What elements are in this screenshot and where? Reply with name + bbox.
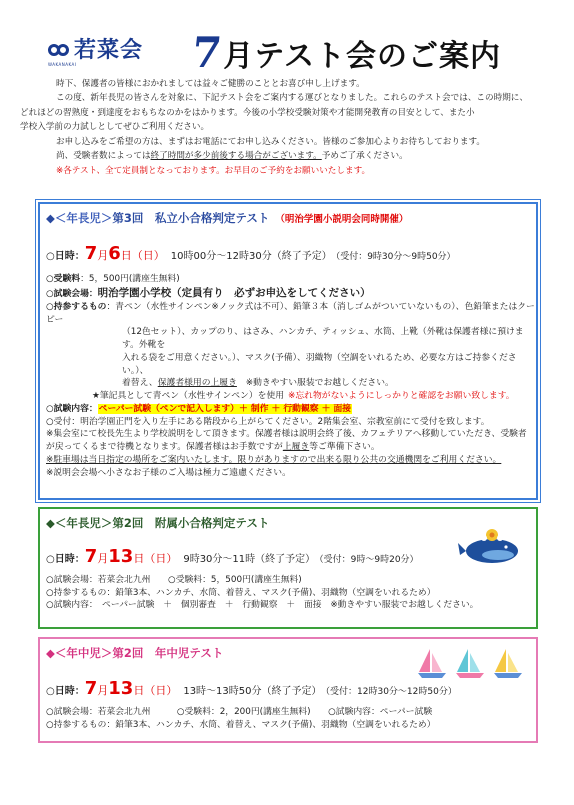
page-title xyxy=(189,28,502,77)
section-national-school-test xyxy=(38,507,538,629)
content-row: ○試験内容：ペーパー試験（ペンで記入します）＋ 制作 ＋ 行動観察 ＋ 面接 xyxy=(46,403,352,414)
diamond-icon: ◆ xyxy=(46,646,55,660)
intro-p2: この度、新年長児の皆さんを対象に、下記テスト会をご案内する運びとなりました。これらのテスト会では、この時期に、 xyxy=(56,93,528,104)
sailboats-illustration-icon xyxy=(408,647,528,679)
logo-sub: WAKANAKAI xyxy=(48,62,77,67)
intro-p5: ※各テスト、全て定員制となっております。お早目のご予約をお願いいたします。 xyxy=(56,165,371,176)
logo-rings-icon xyxy=(48,40,77,67)
intro-p3: お申し込みをご希望の方は、まずはお電話にてお申し込みください。皆様のご参加心よりお待ちしております。 xyxy=(56,136,486,147)
intro-p2c: 学校入学前の力試しとしてぜひご利用ください。 xyxy=(20,122,210,133)
intro-p4: 尚、受験者数によっては終了時間が多少前後する場合がございます。予めご了承ください。 xyxy=(56,151,408,162)
intro-p2b: どれほどの習熟度・到達度をおもちなのかをはかります。今後の小学校受験対策や才能開発教育の目安として、また小 xyxy=(20,107,475,118)
pen-note-row: ★筆記具として青ペン（水性サインペン）を使用 ※忘れ物がないようにしっかりと確認をお願い致します。 xyxy=(92,391,515,402)
section-junior-test xyxy=(38,637,538,743)
content-row: ○試験内容： ペーパー試験 ＋ 個別審査 ＋ 行動観察 ＋ 面接 ※動きやすい服装でお越しください。 xyxy=(46,600,479,611)
section-private-school-test xyxy=(38,202,538,500)
diamond-icon: ◆ xyxy=(46,211,55,225)
header xyxy=(0,0,574,77)
parking-row: ※駐車場は当日指定の場所をご案内いたします。限りがありますので出来る限り公共の交通機関をご利用ください。 xyxy=(46,454,502,465)
title-note: （明治学園小説明会同時開催） xyxy=(275,214,409,225)
grade-label: ＜年長児＞ xyxy=(54,516,113,530)
bring-row: ○持参するもの：青ペン（水性サインペン※ノック式は不可）、鉛筆３本（消しゴムがついていないもの）、色鉛筆またはクーピー （12色セット）、カップのり、はさみ、ハンカチ、ティッシュ、水筒、上靴（外靴は保護者様に預けます。外靴を 入れる袋をご用意ください。）、マスク(予備）、羽織物（空調をいれるため、必要な方はご持参ください。）、 着替え、保護者様用の上履き ※動きやすい服装でお越しください。 xyxy=(46,301,535,389)
test-name: 第2回 附属小合格判定テスト xyxy=(112,516,270,530)
grade-label: ＜年中児＞ xyxy=(54,646,113,660)
date-line: ○日時：7月13日（日） 9時30分～11時（終了予定） （受付：9時～9時20分） xyxy=(46,545,419,567)
diamond-icon: ◆ xyxy=(46,516,55,530)
intro xyxy=(20,78,542,179)
reception-row: ○受付：明治学園正門を入り左手にある階段から上がらてください。2階集会室、宗教室前にて受付を致します。 xyxy=(46,416,490,427)
date-line: ○日時：7月13日（日） 13時～13時50分（終了予定） （受付：12時30分～12時50分） xyxy=(46,677,457,699)
test-name: 第3回 私立小合格判定テスト xyxy=(112,211,270,225)
bring-row: ○持参するもの：鉛筆3本、ハンカチ、水筒、着替え、マスク(予備)、羽織物（空調をいれるため） xyxy=(46,587,436,598)
title-month: 7 xyxy=(189,28,224,77)
venue-row: ○試験会場：若菜会北九州 ○受験料：5，500円(講座生無料) xyxy=(46,574,302,585)
children-row: ※説明会会場へ小さなお子様のご入場は極力ご遠慮ください。 xyxy=(46,467,291,478)
fee-row: ○受験料：5，500円(講座生無料) xyxy=(46,273,180,284)
date-line: ○日時：7月6日（日） 10時00分～12時30分（終了予定） （受付：9時30分～9時50分） xyxy=(46,242,456,264)
gather-row: ※集会室にて校長先生より学校説明をして頂きます。保護者様は説明会終了後、カフェテリアへ移動していただき、受験者 が戻ってくるまで待機となります。保護者様はお手数ですが上履き等ご準備下さい。 xyxy=(46,429,527,453)
venue-row: ○試験会場：若菜会北九州 ○受験料：2，200円(講座生無料) ○試験内容：ペーパー試験 xyxy=(46,706,433,717)
grade-label: ＜年長児＞ xyxy=(54,211,113,225)
section-title xyxy=(46,210,536,227)
bring-row: ○持参するもの：鉛筆3本、ハンカチ、水筒、着替え、マスク(予備)、羽織物（空調をいれるため） xyxy=(46,719,436,730)
logo xyxy=(48,38,144,67)
venue-row: ○試験会場：明治学園小学校（定員有り 必ずお申込をしてください） xyxy=(46,286,371,299)
intro-p1: 時下、保護者の皆様におかれましては益々ご健勝のこととお喜び申し上げます。 xyxy=(56,79,365,89)
whale-illustration-icon xyxy=(458,525,524,565)
test-name: 第2回 年中児テスト xyxy=(112,646,224,660)
title-text: 月テスト会のご案内 xyxy=(223,38,502,74)
logo-name: 若菜会 xyxy=(74,38,144,63)
